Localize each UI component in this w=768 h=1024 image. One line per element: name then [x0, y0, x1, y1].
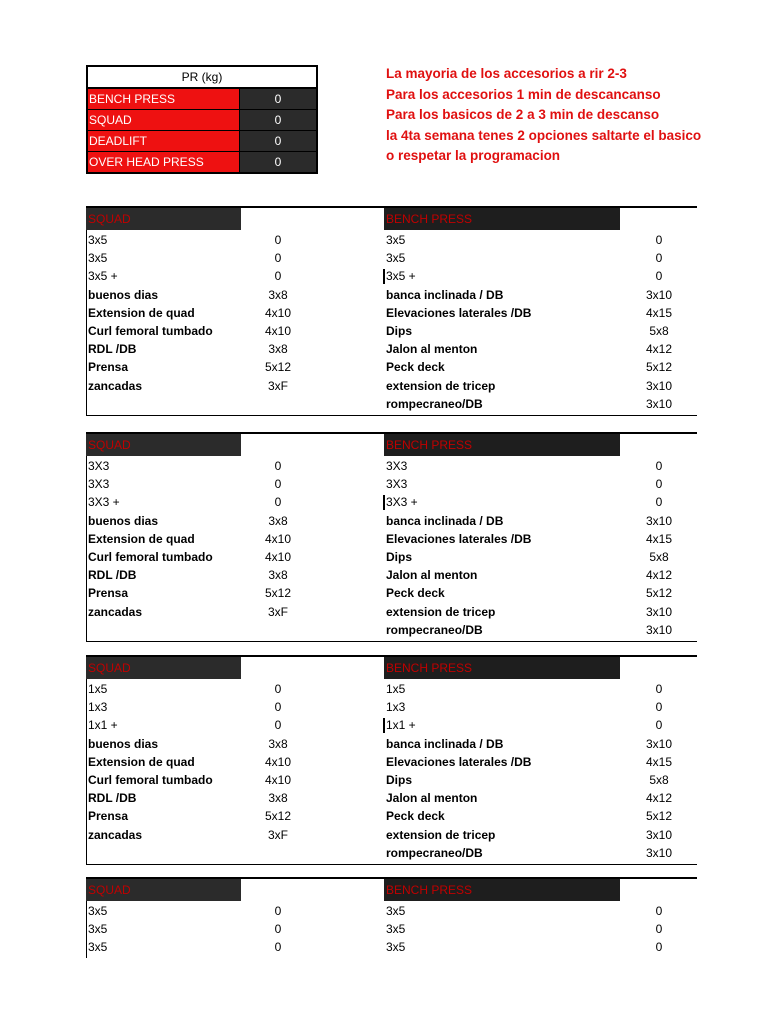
exercise-name[interactable]: Elevaciones laterales /DB [386, 754, 532, 769]
sets-reps-value[interactable]: 4x12 [645, 791, 673, 806]
exercise-name[interactable]: Peck deck [386, 360, 445, 375]
bench-row [386, 735, 691, 753]
sets-reps-value[interactable]: 3xF [267, 378, 288, 393]
sets-reps-value[interactable]: 0 [274, 700, 282, 715]
exercise-name[interactable]: RDL /DB [88, 568, 137, 583]
squad-header[interactable]: SQUAD [86, 879, 241, 901]
exercise-name[interactable]: Dips [386, 550, 413, 564]
bench-row [386, 286, 691, 304]
squad-row [88, 735, 378, 753]
bench-row [386, 698, 691, 716]
cell-cursor [383, 495, 385, 510]
sets-reps-value[interactable]: 0 [655, 922, 663, 937]
sets-reps-value[interactable]: 0 [274, 940, 282, 955]
squad-row [88, 377, 378, 395]
sets-reps-value[interactable]: 5x12 [645, 809, 673, 824]
bench-row [386, 771, 691, 789]
cell-border [86, 456, 87, 642]
bench-row [386, 789, 691, 807]
exercise-name[interactable]: Elevaciones laterales /DB [386, 305, 532, 320]
sets-reps-value[interactable]: 3x8 [268, 736, 288, 751]
bench-row [386, 267, 691, 285]
sets-reps-value[interactable]: 3x10 [645, 845, 673, 860]
pr-name[interactable]: DEADLIFT [88, 131, 240, 151]
bench-row [386, 938, 691, 956]
pr-name[interactable]: SQUAD [88, 110, 240, 130]
sets-reps-value[interactable]: 0 [655, 269, 663, 284]
exercise-name[interactable]: buenos dias [88, 513, 159, 528]
exercise-name[interactable]: Extension de quad [88, 531, 195, 546]
pr-table-header: PR (kg) [88, 67, 316, 88]
exercise-name[interactable]: Jalon al menton [386, 568, 478, 583]
exercise-name[interactable]: extension de tricep [386, 604, 496, 619]
sets-reps-value[interactable]: 0 [274, 495, 282, 510]
sets-reps-value[interactable]: 3x10 [645, 827, 673, 842]
program-notes [386, 64, 701, 167]
exercise-name[interactable]: rompecraneo/DB [386, 622, 483, 637]
bench-row [386, 844, 691, 862]
week-block [86, 877, 697, 955]
pr-row-squad [88, 109, 316, 130]
bench-press-header[interactable]: BENCH PRESS [384, 879, 620, 901]
exercise-name[interactable]: RDL /DB [88, 342, 137, 357]
exercise-name[interactable]: 3x5 [386, 251, 406, 266]
sets-reps-value[interactable]: 3xF [267, 827, 288, 842]
exercise-name[interactable]: 1x1 + [88, 718, 118, 733]
sets-reps-value[interactable]: 0 [655, 718, 663, 733]
bench-row [386, 340, 691, 358]
week-block [86, 655, 697, 860]
note-line: la 4ta semana tenes 2 opciones saltarte el basico [386, 127, 702, 143]
exercise-name[interactable]: Jalon al menton [386, 791, 478, 806]
sets-reps-value[interactable]: 4x15 [645, 531, 673, 546]
exercise-name[interactable]: 3x5 + [386, 269, 416, 284]
sets-reps-value[interactable]: 0 [274, 718, 282, 733]
pr-table [86, 65, 318, 174]
week-block [86, 206, 697, 411]
note-line: La mayoria de los accesorios a rir 2-3 [386, 66, 627, 81]
sets-reps-value[interactable]: 3x8 [268, 513, 288, 528]
squad-row [88, 358, 378, 376]
sets-reps-value[interactable]: 4x15 [645, 305, 673, 320]
sets-reps-value[interactable]: 0 [274, 682, 282, 696]
squad-row [88, 304, 378, 322]
pr-value[interactable]: 0 [240, 152, 316, 172]
exercise-name[interactable]: 3x5 [386, 233, 406, 247]
exercise-name[interactable]: Prensa [88, 360, 129, 375]
sets-reps-value[interactable]: 4x15 [645, 754, 673, 769]
exercise-name[interactable]: Prensa [88, 809, 129, 824]
bench-row [386, 902, 691, 920]
squad-row [88, 340, 378, 358]
exercise-name[interactable]: rompecraneo/DB [386, 845, 483, 860]
exercise-name[interactable]: 3x5 [386, 922, 406, 937]
cell-border [86, 641, 384, 642]
pr-row-deadlift [88, 130, 316, 151]
squad-row [88, 457, 378, 475]
exercise-name[interactable]: 3x5 [386, 940, 406, 955]
bench-row [386, 530, 691, 548]
bench-row [386, 680, 691, 698]
pr-row-bench-press [88, 88, 316, 109]
sets-reps-value[interactable]: 5x8 [649, 324, 669, 338]
sets-reps-value[interactable]: 5x12 [645, 586, 673, 601]
sets-reps-value[interactable]: 0 [655, 477, 663, 492]
exercise-name[interactable]: Peck deck [386, 586, 445, 601]
bench-row [386, 548, 691, 566]
squad-row [88, 771, 378, 789]
pr-value[interactable]: 0 [240, 89, 316, 109]
exercise-name[interactable]: banca inclinada / DB [386, 287, 504, 302]
sets-reps-value[interactable]: 0 [655, 940, 663, 955]
exercise-name[interactable]: 3x5 [88, 251, 108, 266]
sets-reps-value[interactable]: 0 [655, 904, 663, 918]
squad-row [88, 249, 378, 267]
bench-row [386, 457, 691, 475]
exercise-name[interactable]: 3X3 [386, 477, 408, 492]
squad-row [88, 267, 378, 285]
cell-border [384, 864, 697, 865]
exercise-name[interactable]: 1x3 [386, 700, 406, 715]
bench-row [386, 716, 691, 734]
pr-value[interactable]: 0 [240, 110, 316, 130]
exercise-name[interactable]: Curl femoral tumbado [88, 550, 213, 564]
cell-border [86, 679, 87, 865]
note-line: Para los accesorios 1 min de descancanso [386, 86, 661, 102]
exercise-name[interactable]: 3x5 + [88, 269, 118, 284]
cell-border [86, 901, 87, 958]
exercise-name[interactable]: Dips [386, 773, 413, 787]
exercise-name[interactable]: Extension de quad [88, 305, 195, 320]
pr-value[interactable]: 0 [240, 131, 316, 151]
squad-row [88, 680, 378, 698]
exercise-name[interactable]: zancadas [88, 604, 143, 619]
pr-row-overhead-press [88, 151, 316, 172]
cell-border [86, 415, 384, 416]
squad-header[interactable]: SQUAD [86, 657, 241, 679]
exercise-name[interactable]: zancadas [88, 827, 143, 842]
exercise-name[interactable]: 3X3 [386, 459, 408, 473]
sets-reps-value[interactable]: 4x10 [264, 531, 292, 546]
week-block [86, 432, 697, 637]
exercise-name[interactable]: buenos dias [88, 287, 159, 302]
exercise-name[interactable]: 3X3 + [386, 495, 418, 510]
cell-border [384, 641, 697, 642]
sets-reps-value[interactable]: 3x10 [645, 287, 673, 302]
exercise-name[interactable]: buenos dias [88, 736, 159, 751]
sets-reps-value[interactable]: 4x10 [264, 773, 292, 787]
exercise-name[interactable]: 3X3 [88, 459, 110, 473]
sets-reps-value[interactable]: 0 [655, 233, 663, 247]
squad-row [88, 807, 378, 825]
bench-row [386, 826, 691, 844]
squad-header[interactable]: SQUAD [86, 208, 241, 230]
sets-reps-value[interactable]: 0 [655, 459, 663, 473]
squad-row [88, 530, 378, 548]
squad-row [88, 920, 378, 938]
exercise-name[interactable]: Extension de quad [88, 754, 195, 769]
sets-reps-value[interactable]: 5x8 [649, 773, 669, 787]
sets-reps-value[interactable]: 3x8 [268, 342, 288, 357]
exercise-name[interactable]: RDL /DB [88, 791, 137, 806]
bench-row [386, 322, 691, 340]
squad-row [88, 566, 378, 584]
exercise-name[interactable]: extension de tricep [386, 378, 496, 393]
sets-reps-value[interactable]: 3x10 [645, 736, 673, 751]
sets-reps-value[interactable]: 0 [274, 459, 282, 473]
squad-row [88, 753, 378, 771]
bench-row [386, 475, 691, 493]
sets-reps-value[interactable]: 0 [655, 495, 663, 510]
squad-row [88, 286, 378, 304]
sets-reps-value[interactable]: 4x12 [645, 568, 673, 583]
sets-reps-value[interactable]: 5x12 [645, 360, 673, 375]
exercise-name[interactable]: Elevaciones laterales /DB [386, 531, 532, 546]
sets-reps-value[interactable]: 5x12 [264, 586, 292, 601]
exercise-name[interactable]: 3x5 [386, 904, 406, 918]
note-line: Para los basicos de 2 a 3 min de descanso [386, 107, 660, 122]
sets-reps-value[interactable]: 3x8 [268, 287, 288, 302]
bench-row [386, 566, 691, 584]
pr-name[interactable]: OVER HEAD PRESS [88, 152, 240, 172]
exercise-name[interactable]: 3x5 [88, 940, 108, 955]
bench-row [386, 249, 691, 267]
exercise-name[interactable]: 3x5 [88, 233, 108, 247]
exercise-name[interactable]: Jalon al menton [386, 342, 478, 357]
sets-reps-value[interactable]: 3x10 [645, 622, 673, 637]
sets-reps-value[interactable]: 5x8 [649, 550, 669, 564]
squad-row [88, 789, 378, 807]
bench-press-header[interactable]: BENCH PRESS [384, 208, 620, 230]
sets-reps-value[interactable]: 4x10 [264, 550, 292, 564]
sets-reps-value[interactable]: 4x10 [264, 305, 292, 320]
squad-row [88, 548, 378, 566]
sets-reps-value[interactable]: 4x12 [645, 342, 673, 357]
sets-reps-value[interactable]: 0 [655, 682, 663, 696]
exercise-name[interactable]: 3x5 [88, 904, 108, 918]
squad-header[interactable]: SQUAD [86, 434, 241, 456]
squad-row [88, 493, 378, 511]
sets-reps-value[interactable]: 5x12 [264, 809, 292, 824]
sets-reps-value[interactable]: 0 [274, 251, 282, 266]
bench-row [386, 358, 691, 376]
bench-row [386, 584, 691, 602]
bench-row [386, 493, 691, 511]
bench-row [386, 753, 691, 771]
cell-border [86, 230, 87, 416]
bench-row [386, 920, 691, 938]
sets-reps-value[interactable]: 3x8 [268, 791, 288, 806]
bench-row [386, 395, 691, 413]
bench-row [386, 621, 691, 639]
sets-reps-value[interactable]: 3x8 [268, 568, 288, 583]
exercise-name[interactable]: 3x5 [88, 922, 108, 937]
exercise-name[interactable]: Dips [386, 324, 413, 338]
cell-cursor [383, 269, 385, 284]
exercise-name[interactable]: banca inclinada / DB [386, 513, 504, 528]
sets-reps-value[interactable]: 3xF [267, 604, 288, 619]
exercise-name[interactable]: rompecraneo/DB [386, 396, 483, 411]
squad-row [88, 938, 378, 956]
cell-border [86, 864, 384, 865]
exercise-name[interactable]: Prensa [88, 586, 129, 601]
sets-reps-value[interactable]: 0 [655, 251, 663, 266]
sets-reps-value[interactable]: 3x10 [645, 604, 673, 619]
cell-cursor [383, 718, 385, 733]
bench-row [386, 231, 691, 249]
exercise-name[interactable]: 1x5 [386, 682, 406, 696]
sets-reps-value[interactable]: 5x12 [264, 360, 292, 375]
sets-reps-value[interactable]: 0 [274, 233, 282, 247]
pr-name[interactable]: BENCH PRESS [88, 89, 240, 109]
note-line: o respetar la programacion [386, 148, 561, 163]
squad-row [88, 231, 378, 249]
bench-press-header[interactable]: BENCH PRESS [384, 657, 620, 679]
squad-row [88, 698, 378, 716]
squad-row [88, 475, 378, 493]
exercise-name[interactable]: extension de tricep [386, 827, 496, 842]
bench-press-header[interactable]: BENCH PRESS [384, 434, 620, 456]
sets-reps-value[interactable]: 0 [274, 477, 282, 492]
exercise-name[interactable]: 1x5 [88, 682, 108, 696]
exercise-name[interactable]: 1x3 [88, 700, 108, 715]
bench-row [386, 603, 691, 621]
sets-reps-value[interactable]: 4x10 [264, 754, 292, 769]
sets-reps-value[interactable]: 3x10 [645, 378, 673, 393]
squad-row [88, 902, 378, 920]
exercise-name[interactable]: Peck deck [386, 809, 445, 824]
squad-row [88, 716, 378, 734]
sets-reps-value[interactable]: 0 [274, 269, 282, 284]
squad-row [88, 826, 378, 844]
exercise-name[interactable]: 1x1 + [386, 718, 416, 733]
squad-row [88, 603, 378, 621]
exercise-name[interactable]: zancadas [88, 378, 143, 393]
sets-reps-value[interactable]: 3x10 [645, 396, 673, 411]
squad-row [88, 322, 378, 340]
squad-row [88, 584, 378, 602]
squad-row [88, 512, 378, 530]
sets-reps-value[interactable]: 4x10 [264, 324, 292, 338]
exercise-name[interactable]: 3X3 + [88, 495, 120, 510]
sets-reps-value[interactable]: 3x10 [645, 513, 673, 528]
exercise-name[interactable]: Curl femoral tumbado [88, 324, 213, 338]
sets-reps-value[interactable]: 0 [274, 922, 282, 937]
bench-row [386, 304, 691, 322]
exercise-name[interactable]: banca inclinada / DB [386, 736, 504, 751]
cell-border [384, 415, 697, 416]
bench-row [386, 807, 691, 825]
sets-reps-value[interactable]: 0 [274, 904, 282, 918]
exercise-name[interactable]: Curl femoral tumbado [88, 773, 213, 787]
sets-reps-value[interactable]: 0 [655, 700, 663, 715]
bench-row [386, 512, 691, 530]
bench-row [386, 377, 691, 395]
exercise-name[interactable]: 3X3 [88, 477, 110, 492]
